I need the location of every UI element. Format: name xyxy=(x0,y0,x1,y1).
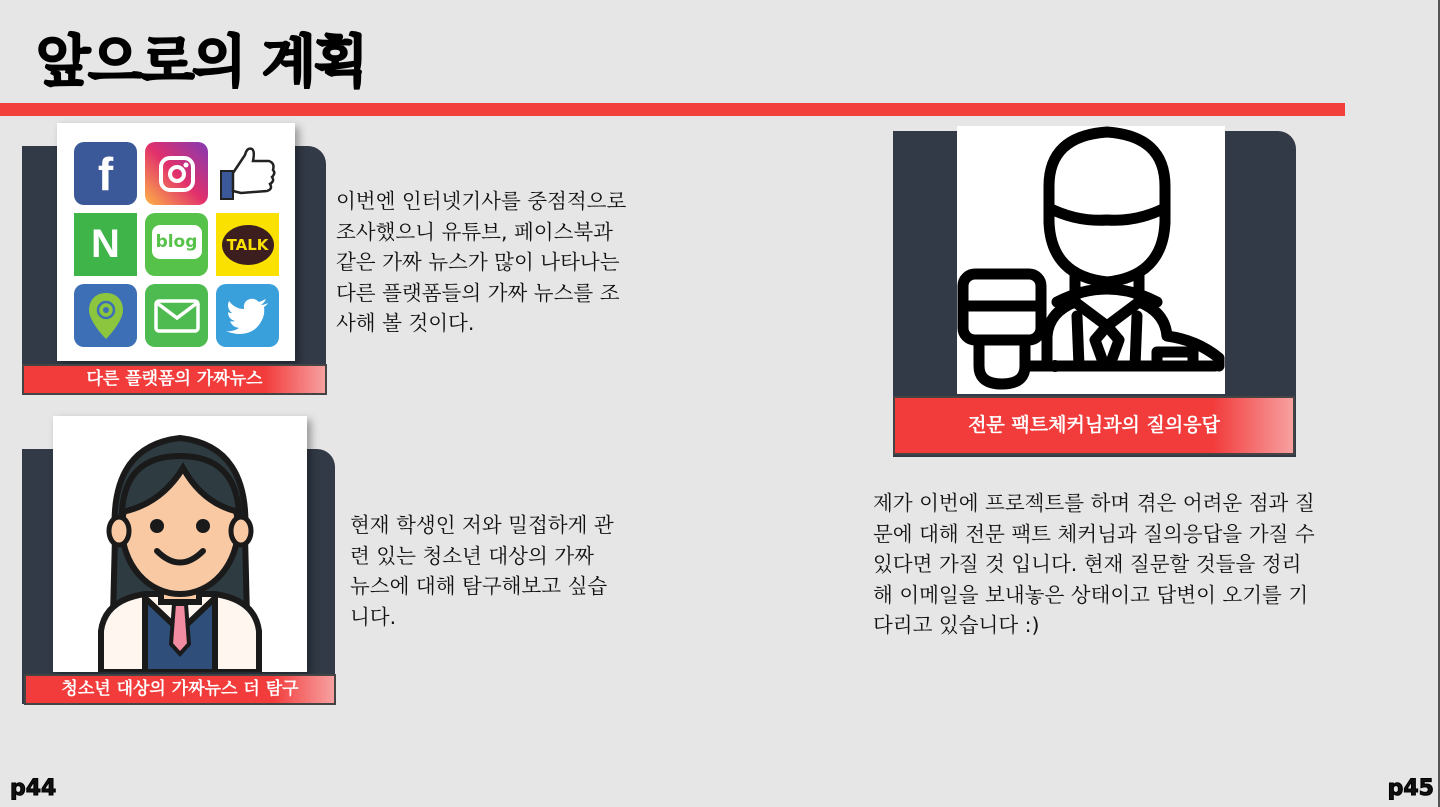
platforms-line-2: 조사했으니 유튜브, 페이스북과 xyxy=(336,219,613,244)
instagram-icon xyxy=(145,142,208,205)
expert-card-label: 전문 팩트체커님과의 질의응답 xyxy=(893,396,1295,455)
talk-bubble xyxy=(222,225,274,265)
expert-paragraph xyxy=(873,488,1347,641)
title-underline xyxy=(0,103,1345,116)
naver-icon xyxy=(74,213,137,276)
naver-icon-letter: N xyxy=(91,222,120,266)
blog-icon-label: blog xyxy=(155,231,198,252)
student-avatar-icon xyxy=(53,416,307,672)
teens-card-label: 청소년 대상의 가짜뉴스 더 탐구 xyxy=(24,674,336,705)
expert-card-image xyxy=(957,126,1225,394)
platforms-line-4: 다른 플랫폼들의 가짜 뉴스를 조 xyxy=(336,280,620,305)
facebook-icon-letter: f xyxy=(97,147,114,200)
expert-line-3: 있다면 가질 것 입니다. 현재 질문할 것들을 정리 xyxy=(873,552,1302,576)
platforms-card-label: 다른 플랫폼의 가짜뉴스 xyxy=(22,364,327,395)
facebook-icon xyxy=(74,142,137,205)
expert-line-4: 해 이메일을 보내놓은 상태이고 답변이 오기를 기 xyxy=(873,582,1309,607)
twitter-icon xyxy=(216,284,279,347)
expert-line-1: 제가 이번에 프로젝트를 하며 겪은 어려운 점과 질 xyxy=(873,491,1315,515)
app-icons-grid xyxy=(74,142,279,347)
talk-icon-label: TALK xyxy=(226,235,269,254)
teens-paragraph xyxy=(350,510,632,632)
platforms-card-image xyxy=(57,123,295,361)
thumbs-up-icon xyxy=(216,142,279,205)
blog-bubble xyxy=(152,225,202,259)
blog-icon xyxy=(145,213,208,276)
mail-icon xyxy=(145,284,208,347)
kakaotalk-icon xyxy=(216,213,279,276)
map-pin-icon xyxy=(74,284,137,347)
teens-line-3: 뉴스에 대해 탐구해보고 싶습 xyxy=(350,574,608,598)
platforms-line-1: 이번엔 인터넷기사를 중점적으로 xyxy=(336,189,627,213)
expert-line-5: 다리고 있습니다 :) xyxy=(873,613,1040,637)
page-number-right: p45 xyxy=(1387,776,1434,801)
reporter-microphone-icon xyxy=(957,126,1225,394)
page-number-left: p44 xyxy=(10,776,57,801)
page-title: 앞으로의 계획 xyxy=(36,30,367,95)
teens-card-image xyxy=(53,416,307,672)
teens-line-4: 니다. xyxy=(350,604,397,629)
platforms-line-3: 같은 가짜 뉴스가 많이 나타나는 xyxy=(336,250,620,274)
teens-line-2: 련 있는 청소년 대상의 가짜 xyxy=(350,543,594,568)
platforms-paragraph xyxy=(336,186,644,339)
expert-line-2: 문에 대해 전문 팩트 체커님과 질의응답을 가질 수 xyxy=(873,521,1315,546)
teens-line-1: 현재 학생인 저와 밀접하게 관 xyxy=(350,513,614,537)
platforms-line-5: 사해 볼 것이다. xyxy=(336,311,475,335)
